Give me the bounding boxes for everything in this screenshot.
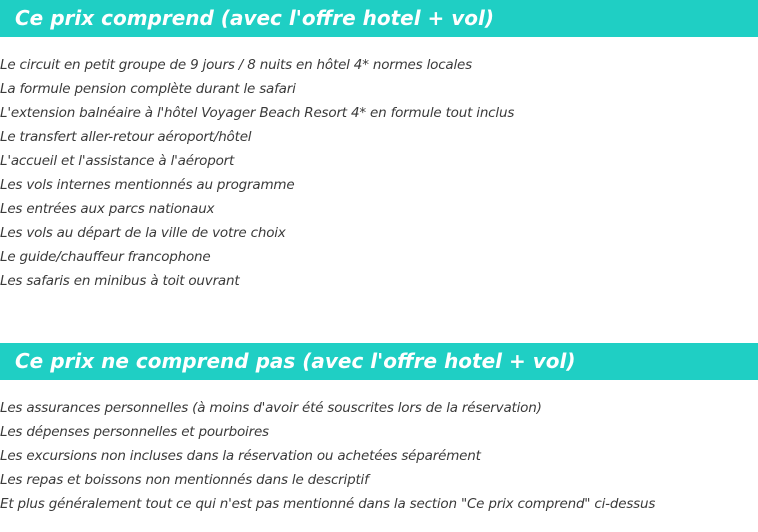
included-item: Les entrées aux parcs nationaux [0,201,215,217]
included-item: L'extension balnéaire à l'hôtel Voyager Beach Resort 4* en formule tout inclus [0,105,515,121]
included-section-title: Ce prix comprend (avec l'offre hotel + vol) [0,0,758,37]
excluded-item: Et plus généralement tout ce qui n'est pas mentionné dans la section "Ce prix comprend" ci-dessus [0,496,656,512]
excluded-item: Les dépenses personnelles et pourboires [0,424,269,440]
excluded-item: Les repas et boissons non mentionnés dans le descriptif [0,472,369,488]
included-item: Le transfert aller-retour aéroport/hôtel [0,129,252,145]
included-item: Le guide/chauffeur francophone [0,249,211,265]
included-item: L'accueil et l'assistance à l'aéroport [0,153,235,169]
included-item: La formule pension complète durant le safari [0,81,296,97]
included-item: Le circuit en petit groupe de 9 jours / 8 nuits en hôtel 4* normes locales [0,57,472,73]
excluded-section-title: Ce prix ne comprend pas (avec l'offre hotel + vol) [0,343,758,380]
excluded-items-list [0,396,655,516]
excluded-item: Les excursions non incluses dans la réservation ou achetées séparément [0,448,481,464]
excluded-item: Les assurances personnelles (à moins d'avoir été souscrites lors de la réservation) [0,400,542,416]
included-items-list [0,53,514,293]
included-item: Les safaris en minibus à toit ouvrant [0,273,240,289]
included-item: Les vols internes mentionnés au programme [0,177,295,193]
included-item: Les vols au départ de la ville de votre choix [0,225,286,241]
